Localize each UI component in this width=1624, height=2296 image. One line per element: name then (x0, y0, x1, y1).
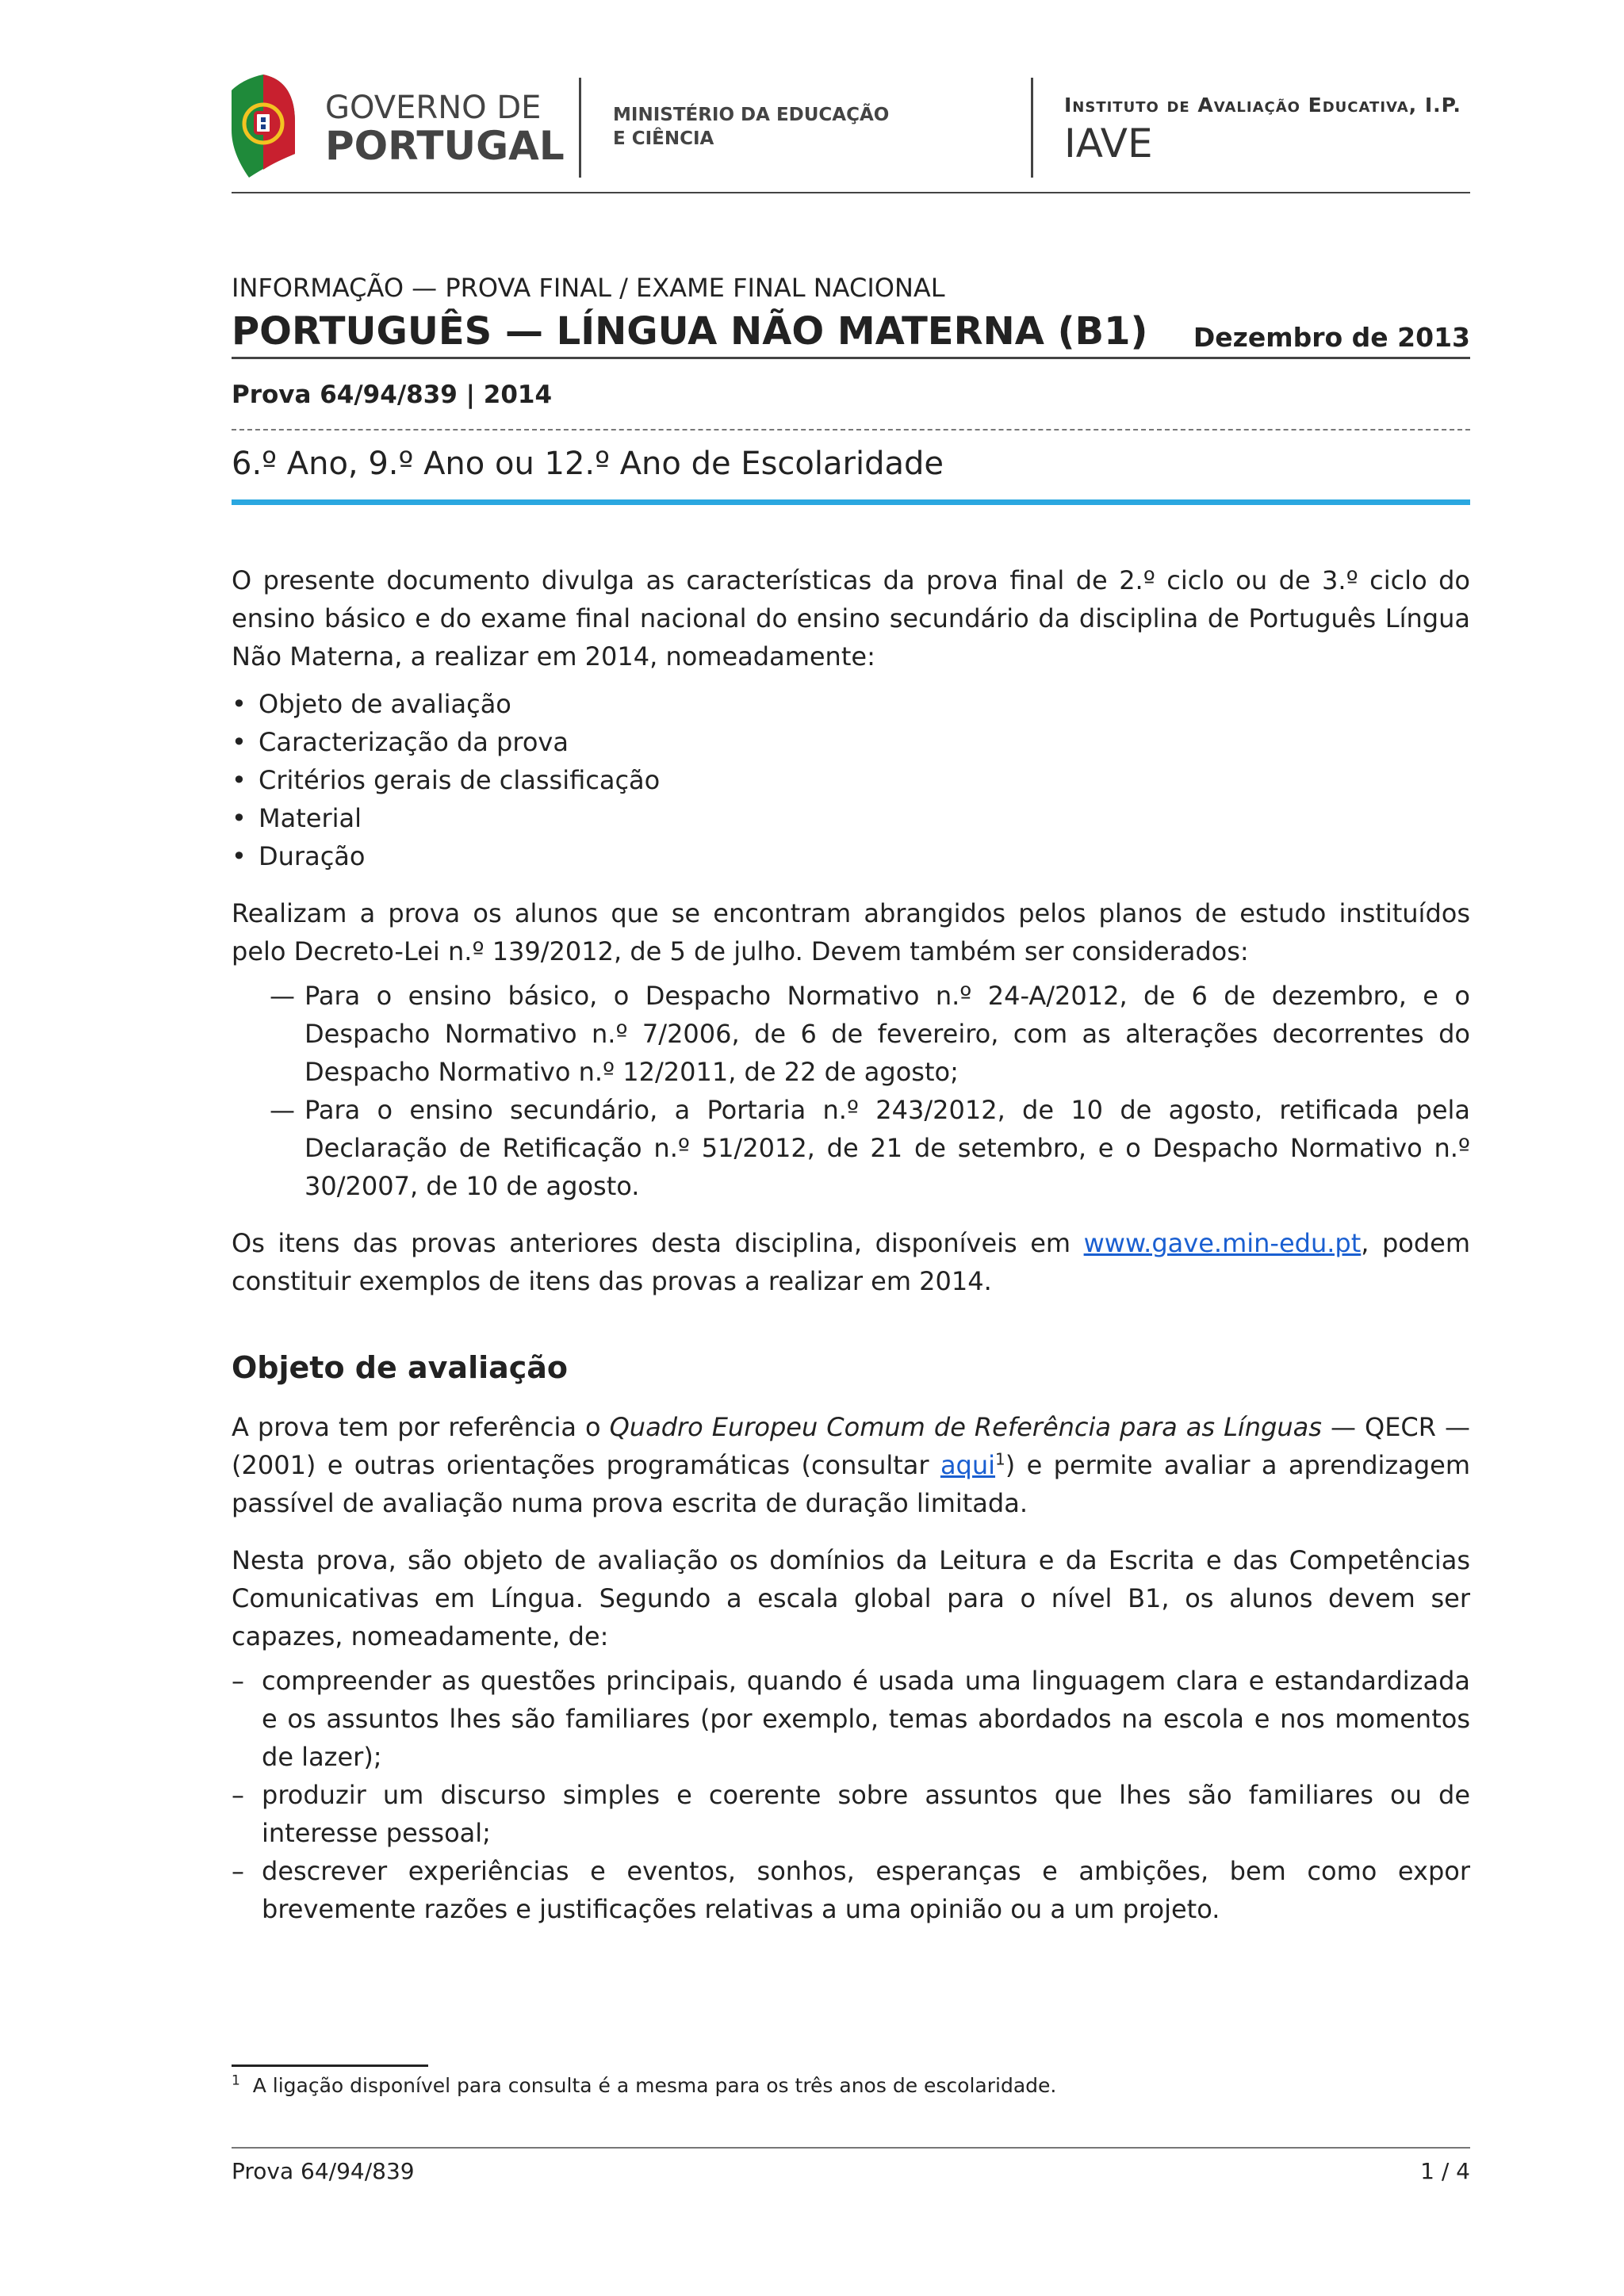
itens-text-end: , podem constituir exemplos de itens das provas a realizar em 2014. (232, 1228, 1471, 1296)
intro-paragraph: O presente documento divulga as características da prova final de 2.º ciclo ou de 3.º ciclo do ensino básico e do exame final nacional do ensino secundário da disciplina de Português Língua Não Materna, a realizar em 2014, nomeadamente: (232, 565, 1470, 672)
aqui-link[interactable]: aqui (940, 1450, 996, 1480)
iave-wordmark: IAVE (1064, 121, 1153, 166)
section-title: Objeto de avaliação (232, 1350, 569, 1385)
ministry-line-2: E CIÊNCIA (613, 128, 714, 149)
list-item: — Para o ensino secundário, a Portaria n.º 243/2012, de 10 de agosto, retificada pela Declaração de Retificação n.º 51/2012, de 21 de setembro, e o Despacho Normativo n.º 30/2007, de 10 de agosto. (270, 1091, 1470, 1205)
list-item: – produzir um discurso simples e coerente sobre assuntos que lhes são familiares ou de interesse pessoal; (232, 1776, 1470, 1852)
qecr-title: Quadro Europeu Comum de Referência para as Línguas (609, 1412, 1322, 1442)
footer-prova-code: Prova 64/94/839 (232, 2158, 415, 2184)
footnote-number: 1 (232, 2072, 240, 2089)
list-item: • Critérios gerais de classificação (232, 761, 1470, 799)
referencia-paragraph (232, 1408, 1470, 1522)
gov-line-2: PORTUGAL (325, 123, 565, 169)
gov-line-1: GOVERNO DE (325, 90, 542, 126)
realizam-paragraph: Realizam a prova os alunos que se encontram abrangidos pelos planos de estudo instituídos pelo Decreto-Lei n.º 139/2012, de 5 de julho. Devem também ser considerados: (232, 898, 1470, 966)
document-kicker: INFORMAÇÃO — PROVA FINAL / EXAME FINAL NACIONAL (232, 273, 945, 303)
prova-code: Prova 64/94/839 | 2014 (232, 381, 553, 409)
page-number: 1 / 4 (1420, 2158, 1470, 2184)
portugal-coat-of-arms-icon (232, 75, 295, 178)
list-item: • Duração (232, 837, 1470, 875)
page-header (232, 75, 1470, 193)
school-years: 6.º Ano, 9.º Ano ou 12.º Ano de Escolaridade (232, 446, 944, 482)
ref-text-mid: — QECR — (2001) e outras orientações programáticas (consultar (232, 1412, 1471, 1480)
footnote-text: A ligação disponível para consulta é a mesma para os três anos de escolaridade. (252, 2074, 1057, 2097)
title-rule (232, 357, 1470, 359)
list-item: – compreender as questões principais, quando é usada uma linguagem clara e estandardizada e os assuntos lhes são familiares (por exemplo, temas abordados na escola e nos momentos de lazer); (232, 1662, 1470, 1776)
document-body (232, 561, 1470, 1928)
itens-text: Os itens das provas anteriores desta disciplina, disponíveis em (232, 1228, 1084, 1258)
ref-text: A prova tem por referência o (232, 1412, 610, 1442)
header-divider (579, 78, 581, 178)
accent-rule (232, 499, 1470, 505)
list-item: — Para o ensino básico, o Despacho Normativo n.º 24-A/2012, de 6 de dezembro, e o Despacho Normativo n.º 7/2006, de 6 de fevereiro, com as alterações decorrentes do Despacho Normativo n.º 12/2011, de 22 de agosto; (270, 977, 1470, 1091)
list-item: • Caracterização da prova (232, 723, 1470, 761)
footer-rule (232, 2147, 1470, 2149)
ref-text-end: ) e permite avaliar a aprendizagem passível de avaliação numa prova escrita de duração limitada. (232, 1450, 1471, 1518)
header-rule (232, 192, 1470, 193)
capacities-list (232, 1662, 1470, 1928)
ministry-line-1: MINISTÉRIO DA EDUCAÇÃO (613, 105, 890, 125)
institute-name: Instituto de Avaliação Educativa, I.P. (1064, 94, 1461, 117)
header-divider (1031, 78, 1033, 178)
nesta-paragraph: Nesta prova, são objeto de avaliação os domínios da Leitura e da Escrita e das Competências Comunicativas em Língua. Segundo a escala global para o nível B1, os alunos devem ser capazes, nomeadamente, de: (232, 1545, 1470, 1651)
page-title: PORTUGUÊS — LÍNGUA NÃO MATERNA (B1) (232, 309, 1148, 354)
legislation-list (270, 977, 1470, 1205)
list-item: • Objeto de avaliação (232, 685, 1470, 723)
gave-link[interactable]: www.gave.min-edu.pt (1083, 1228, 1362, 1258)
ministry-name (613, 103, 889, 151)
footnote-ref: 1 (995, 1449, 1005, 1469)
government-wordmark (325, 90, 565, 169)
dashed-divider (232, 429, 1470, 430)
document-date: Dezembro de 2013 (1193, 322, 1470, 353)
list-item: • Material (232, 799, 1470, 837)
topics-list (232, 685, 1470, 875)
footnote-rule (232, 2064, 428, 2067)
list-item: – descrever experiências e eventos, sonhos, esperanças e ambições, bem como expor brevemente razões e justificações relativas a uma opinião ou a um projeto. (232, 1852, 1470, 1928)
footnote (232, 2074, 1056, 2097)
itens-paragraph (232, 1224, 1470, 1300)
